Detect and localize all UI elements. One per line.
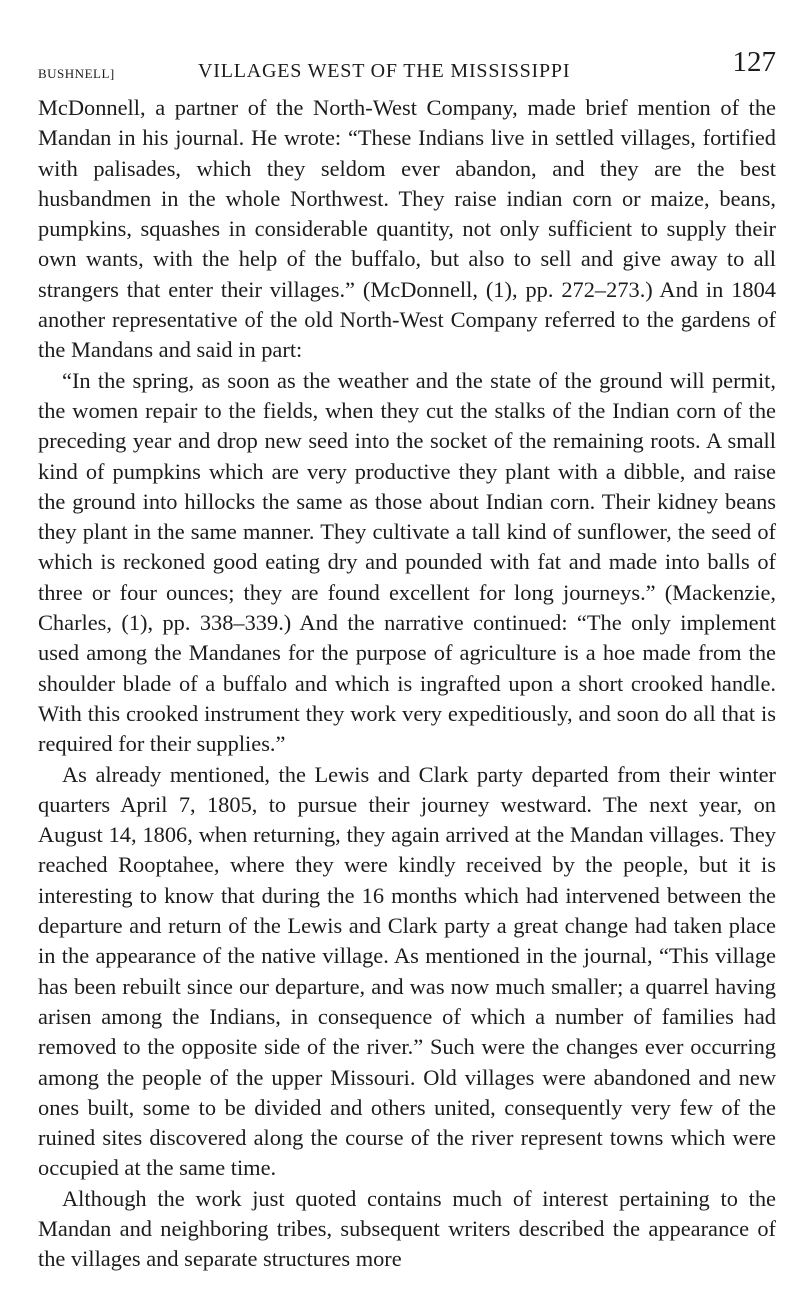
paragraph-subsequent-writers: Although the work just quoted contains much of interest pertaining to the Mandan and neighboring tribes, subsequent writers described the appearance of the villages and separate structures more	[38, 1185, 776, 1272]
page-number: 127	[732, 46, 776, 78]
paragraph-mcdonnell: McDonnell, a partner of the North-West Company, made brief mention of the Mandan in his journal. He wrote: “These Indians live in settled villages, fortified with palisades, which they seldom ever abandon, and they are the best husbandmen in the whole Northwest. They raise indian corn or maize, beans, pumpkins, squashes in considerable quantity, not only sufficient to supply their own wants, with the help of the buffalo, but also to sell and give away to all strangers that enter their villages.” (McDonnell, (1), pp. 272–273.) And in 1804 another representative of the old North-West Company referred to the gardens of the Mandans and said in part:	[38, 95, 776, 363]
book-page	[38, 0, 776, 1313]
running-head	[38, 46, 776, 86]
author-running-head: BUSHNELL]	[38, 66, 115, 81]
paragraph-mackenzie-quote: “In the spring, as soon as the weather and the state of the ground will permit, the women repair to the fields, when they cut the stalks of the Indian corn of the preceding year and drop new seed into the socket of the remaining roots. A small kind of pumpkins which are very productive they plant with a dibble, and raise the ground into hillocks the same as those about Indian corn. Their kidney beans they plant in the same manner. They cultivate a tall kind of sunflower, the seed of which is reckoned good eating dry and pounded with fat and made into balls of three or four ounces; they are found excellent for long journeys.” (Mackenzie, Charles, (1), pp. 338–339.) And the narrative continued: “The only implement used among the Mandanes for the purpose of agriculture is a hoe made from the shoulder blade of a buffalo and which is ingrafted upon a short crooked handle. With this crooked instrument they work very expeditiously, and soon do all that is required for their supplies.”	[38, 367, 776, 757]
body-text	[38, 93, 776, 1275]
paragraph-lewis-clark: As already mentioned, the Lewis and Clark party departed from their winter quarters April 7, 1805, to pursue their journey westward. The next year, on August 14, 1806, when returning, they again arrived at the Mandan villages. They reached Rooptahee, where they were kindly received by the people, but it is interesting to know that during the 16 months which had intervened between the departure and return of the Lewis and Clark party a great change had taken place in the appearance of the native village. As mentioned in the journal, “This village has been rebuilt since our departure, and was now much smaller; a quarrel having arisen among the Indians, in consequence of which a number of families had removed to the opposite side of the river.” Such were the changes ever occurring among the people of the upper Missouri. Old villages were abandoned and new ones built, some to be divided and others united, consequently very few of the ruined sites discovered along the course of the river represent towns which were occupied at the same time.	[38, 761, 776, 1181]
chapter-running-head: VILLAGES WEST OF THE MISSISSIPPI	[198, 60, 571, 82]
